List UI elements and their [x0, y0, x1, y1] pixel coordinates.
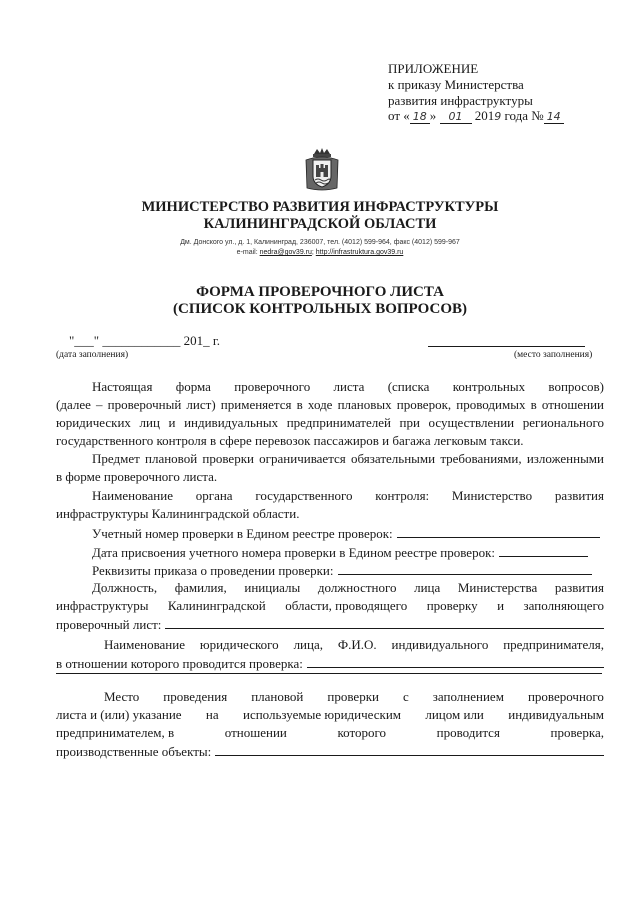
word: Наименование: [104, 637, 185, 652]
paragraph-7-line-2: [56, 597, 604, 615]
word: листа: [333, 379, 365, 394]
word: области, проводящего: [285, 598, 408, 613]
form-title-line1: ФОРМА ПРОВЕРОЧНОГО ЛИСТА: [196, 284, 444, 300]
word: предпринимателем, в: [56, 725, 175, 740]
word: проводится: [436, 725, 500, 740]
word: и: [497, 598, 505, 613]
word: используемые юридическим: [243, 707, 402, 722]
word: отношении: [224, 725, 287, 740]
word: Наименование: [92, 488, 173, 503]
facilities-field: [56, 742, 604, 761]
word: инфраструктуры: [56, 598, 149, 613]
word: заполнением: [432, 689, 504, 704]
order-details-line[interactable]: [338, 561, 592, 575]
email-link[interactable]: nedra@gov39.ru: [259, 249, 312, 256]
date-year-digit: 9: [494, 110, 502, 123]
date-year-prefix: 201: [471, 108, 495, 123]
word: Ф.И.О.: [337, 637, 377, 652]
registry-number-field: [92, 524, 600, 543]
date-month: 01: [440, 110, 472, 124]
entity-name-line[interactable]: [307, 654, 604, 668]
paragraph-3-line-2: инфраструктуры Калининградской области.: [56, 506, 300, 521]
word: на: [205, 707, 219, 722]
ministry-contacts: [0, 249, 640, 256]
registry-date-field: [92, 543, 588, 562]
paragraph-3-line-1: [92, 487, 604, 505]
word: развития: [554, 580, 604, 595]
inspector-line[interactable]: [165, 615, 604, 629]
paragraph-8-line-1: [104, 636, 604, 654]
date-prefix: от «: [388, 108, 410, 123]
word: (списка: [387, 379, 430, 394]
date-mid: »: [429, 108, 440, 123]
word: Настоящая: [92, 379, 153, 394]
paragraph-1-line-4: государственного контроля в сфере перевозок пассажиров и багажа легковым такси.: [56, 433, 524, 448]
word: лица: [414, 580, 441, 595]
paragraph-9-line-3: [56, 724, 604, 742]
registry-number-label: Учетный номер проверки в Едином реестре проверок:: [92, 526, 393, 541]
ministry-address: Дм. Донского ул., д. 1, Калининград, 236007, тел. (4012) 599-964, факс (4012) 599-967: [180, 239, 460, 246]
paragraph-2-line-1: Предмет плановой проверки ограничивается обязательными требованиями, изложенными: [92, 451, 604, 466]
word: плановой: [251, 689, 304, 704]
word: проверки: [327, 689, 379, 704]
form-title-line2: (СПИСОК КОНТРОЛЬНЫХ ВОПРОСОВ): [173, 301, 467, 317]
ministry-name-line2: КАЛИНИНГРАДСКОЙ ОБЛАСТИ: [203, 216, 437, 232]
order-number: 14: [544, 110, 564, 124]
appendix-line1: к приказу Министерства: [388, 77, 524, 92]
word: предпринимателя,: [503, 637, 604, 652]
date-suffix: года №: [501, 108, 544, 123]
place-fill-line: [428, 346, 585, 347]
word: проведения: [163, 689, 228, 704]
word: Должность,: [92, 580, 158, 595]
facilities-line[interactable]: [215, 742, 604, 756]
inspector-label: проверочный лист:: [56, 617, 162, 632]
paragraph-9-line-2: [56, 706, 604, 724]
word: проверка,: [550, 725, 604, 740]
paragraph-1-line-3: юридических лиц и индивидуальных предпринимателей при осуществлении регионального: [56, 415, 604, 430]
entity-name-field: [56, 654, 604, 673]
date-day: 18: [410, 110, 430, 124]
appendix-line2: развития инфраструктуры: [388, 93, 533, 108]
word: лица,: [293, 637, 323, 652]
order-details-label: Реквизиты приказа о проведении проверки:: [92, 563, 334, 578]
inspector-field: [56, 615, 604, 634]
registry-date-line[interactable]: [499, 543, 588, 557]
paragraph-2-line-2: в форме проверочного листа.: [56, 469, 218, 484]
word: развития: [554, 488, 604, 503]
word: которого: [337, 725, 387, 740]
entity-name-line-2[interactable]: [56, 673, 602, 674]
word: юридического: [199, 637, 279, 652]
paragraph-1-line-2: (далее – проверочный лист) применяется в ходе плановых проверок, проводимых в отношении: [56, 397, 604, 412]
word: органа: [195, 488, 233, 503]
word: Калининградской: [167, 598, 266, 613]
registry-number-line[interactable]: [397, 524, 600, 538]
word: контрольных: [452, 379, 526, 394]
word: контроля:: [375, 488, 430, 503]
word: проверку: [426, 598, 478, 613]
coat-of-arms-icon: [304, 148, 340, 192]
word: фамилия,: [174, 580, 227, 595]
word: форма: [175, 379, 211, 394]
word: вопросов): [548, 379, 604, 394]
word: Министерство: [451, 488, 533, 503]
word: индивидуального: [391, 637, 489, 652]
registry-date-label: Дата присвоения учетного номера проверки в Едином реестре проверок:: [92, 545, 496, 560]
word: с: [402, 689, 409, 704]
facilities-label: производственные объекты:: [56, 744, 212, 759]
appendix-title: ПРИЛОЖЕНИЕ: [388, 61, 479, 76]
word: Министерства: [457, 580, 538, 595]
website-link[interactable]: http://infrastruktura.gov39.ru: [315, 249, 404, 256]
ministry-name-line1: МИНИСТЕРСТВО РАЗВИТИЯ ИНФРАСТРУКТУРЫ: [141, 199, 499, 215]
contacts-separator: ;: [311, 249, 316, 256]
word: проверочного: [527, 689, 604, 704]
paragraph-7-line-1: [92, 579, 604, 597]
word: инициалы: [244, 580, 301, 595]
date-fill-caption: (дата заполнения): [56, 350, 129, 360]
word: листа и (или) указание: [56, 707, 182, 722]
word: государственного: [255, 488, 353, 503]
word: Место: [104, 689, 140, 704]
appendix-date-line: [388, 108, 564, 125]
date-fill-field: "___" ____________ 201_ г.: [69, 333, 220, 348]
entity-name-label: в отношении которого проводится проверка:: [56, 656, 303, 671]
paragraph-1-line-1: [92, 378, 604, 396]
word: лицом или: [425, 707, 484, 722]
paragraph-9-line-1: [104, 688, 604, 706]
place-fill-caption: (место заполнения): [514, 350, 593, 360]
word: должностного: [317, 580, 397, 595]
word: индивидуальным: [508, 707, 604, 722]
word: заполняющего: [523, 598, 604, 613]
order-details-field: [92, 561, 592, 580]
email-prefix: e-mail:: [236, 249, 260, 256]
word: проверочного: [234, 379, 311, 394]
